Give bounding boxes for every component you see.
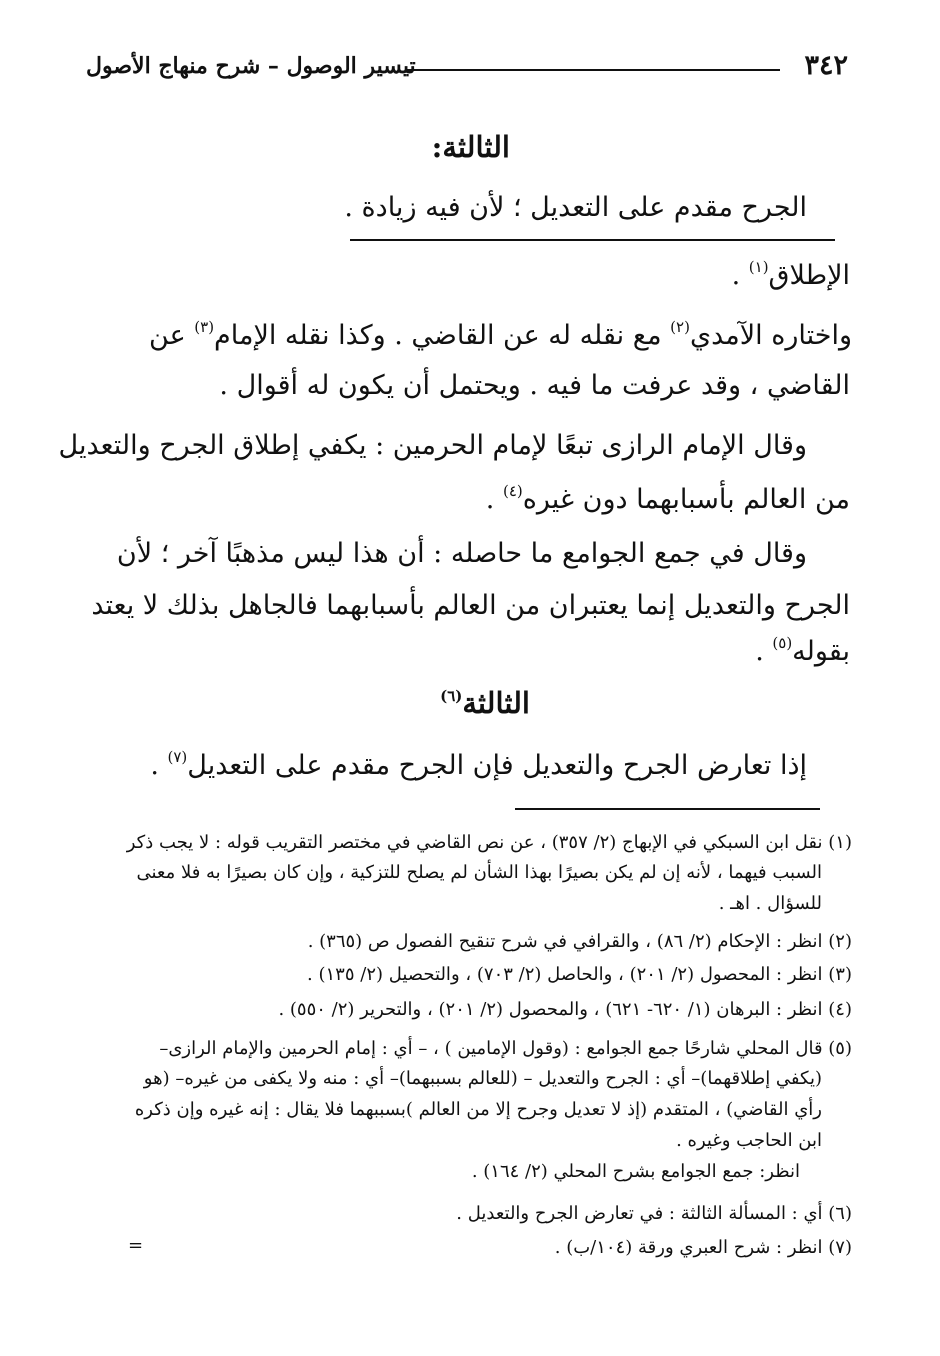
footnote-ref-6: (٦) <box>440 687 463 705</box>
para-2-text-c: عن <box>149 320 195 351</box>
para-3-text-a: من العالم بأسبابهما دون غيره <box>522 484 850 515</box>
footnote-ref-3: (٣) <box>194 318 215 336</box>
footnote-5-line-2: (يكفي إطلاقهما)– أي : الجرح والتعديل – (للعالم بسببهما)– أي : منه ولا يكفى من غيره– (هو <box>143 1068 822 1089</box>
para-4-line-2: الجرح والتعديل إنما يعتبران من العالم بأسبابهما فالجاهل بذلك لا يعتد <box>91 590 850 621</box>
footnote-1-line-3: للسؤال . اهـ . <box>718 893 822 914</box>
section-heading-2 <box>440 686 530 720</box>
footnote-6: (٦) أي : المسألة الثالثة : في تعارض الجرح والتعديل . <box>456 1203 852 1224</box>
section-heading-1: الثالثة: <box>431 130 510 164</box>
para-1-tail: . <box>731 260 749 291</box>
para-2-text-a: واختاره الآمدي <box>689 320 852 351</box>
footnote-separator <box>515 808 820 810</box>
matn-1: الجرح مقدم على التعديل ؛ لأن فيه زيادة . <box>344 192 807 223</box>
para-2-text-b: مع نقله له عن القاضي . وكذا نقله الإمام <box>214 320 671 351</box>
para-2-line-2: القاضي ، وقد عرفت ما فيه . ويحتمل أن يكون له أقوال . <box>219 370 850 401</box>
footnote-ref-7: (٧) <box>167 748 188 766</box>
para-4-line-1: وقال في جمع الجوامع ما حاصله : أن هذا ليس مذهبًا آخر ؛ لأن <box>116 538 807 569</box>
footnote-ref-4: (٤) <box>502 482 523 500</box>
matn-2-tail: . <box>150 750 168 781</box>
footnote-2: (٢) انظر : الإحكام (٢/ ٨٦) ، والقرافي في شرح تنقيح الفصول ص (٣٦٥) . <box>307 931 852 952</box>
footnote-ref-2: (٢) <box>670 318 690 336</box>
para-4-line-3 <box>755 634 850 667</box>
header-rule <box>405 69 780 71</box>
para-1 <box>732 258 850 291</box>
footnote-5-line-4: ابن الحاجب وغيره . <box>676 1130 822 1151</box>
section-heading-2-text: الثالثة <box>462 686 530 720</box>
footnote-ref-1: (١) <box>748 258 769 276</box>
para-2-line-1 <box>149 318 852 351</box>
footnote-5-line-5: انظر: جمع الجوامع بشرح المحلي (٢/ ١٦٤) . <box>471 1161 800 1182</box>
running-title: تيسير الوصول – شرح منهاج الأصول <box>86 53 416 79</box>
para-4-text-a: بقوله <box>792 636 850 667</box>
footnote-ref-5: (٥) <box>772 634 793 652</box>
page-number: ٣٤٢ <box>804 50 848 81</box>
matn-1-underline <box>350 239 835 241</box>
footnote-5-line-1: (٥) قال المحلي شارحًا جمع الجوامع : (وقول الإمامين ) ، – أي : إمام الحرمين والإمام الرازى– <box>159 1038 852 1059</box>
para-1-text: الإطلاق <box>768 260 850 291</box>
footnote-1-line-2: السبب فيهما ، لأنه إن لم يكن بصيرًا بهذا الشأن لم يصلح للتزكية ، وإن كان بصيرًا به فلا معنى <box>136 862 822 883</box>
footnote-3: (٣) انظر : المحصول (٢/ ٢٠١) ، والحاصل (٢/ ٧٠٣) ، والتحصيل (٢/ ١٣٥) . <box>307 964 852 985</box>
para-4-text-b: . <box>755 636 773 667</box>
continuation-mark: = <box>128 1235 144 1256</box>
matn-2 <box>150 748 807 781</box>
matn-2-text: إذا تعارض الجرح والتعديل فإن الجرح مقدم على التعديل <box>187 750 807 781</box>
footnote-4: (٤) انظر : البرهان (١/ ٦٢٠- ٦٢١) ، والمحصول (٢/ ٢٠١) ، والتحرير (٢/ ٥٥٠) . <box>278 999 852 1020</box>
footnote-5-line-3: رأي القاضي) ، المتقدم (إذ لا تعديل وجرح إلا من العالم )بسببهما فلا يقال : إنه غيره وإن ذكره <box>134 1099 822 1120</box>
footnote-7: (٧) انظر : شرح العبري ورقة (١٠٤/ب) . <box>554 1237 852 1258</box>
para-3-text-b: . <box>485 484 503 515</box>
para-3-line-1: وقال الإمام الرازى تبعًا لإمام الحرمين : يكفي إطلاق الجرح والتعديل <box>58 430 807 461</box>
para-3-line-2 <box>486 482 850 515</box>
footnote-1-line-1: (١) نقل ابن السبكي في الإبهاج (٢/ ٣٥٧) ، عن نص القاضي في مختصر التقريب قوله : لا يجب ذكر <box>126 832 852 853</box>
